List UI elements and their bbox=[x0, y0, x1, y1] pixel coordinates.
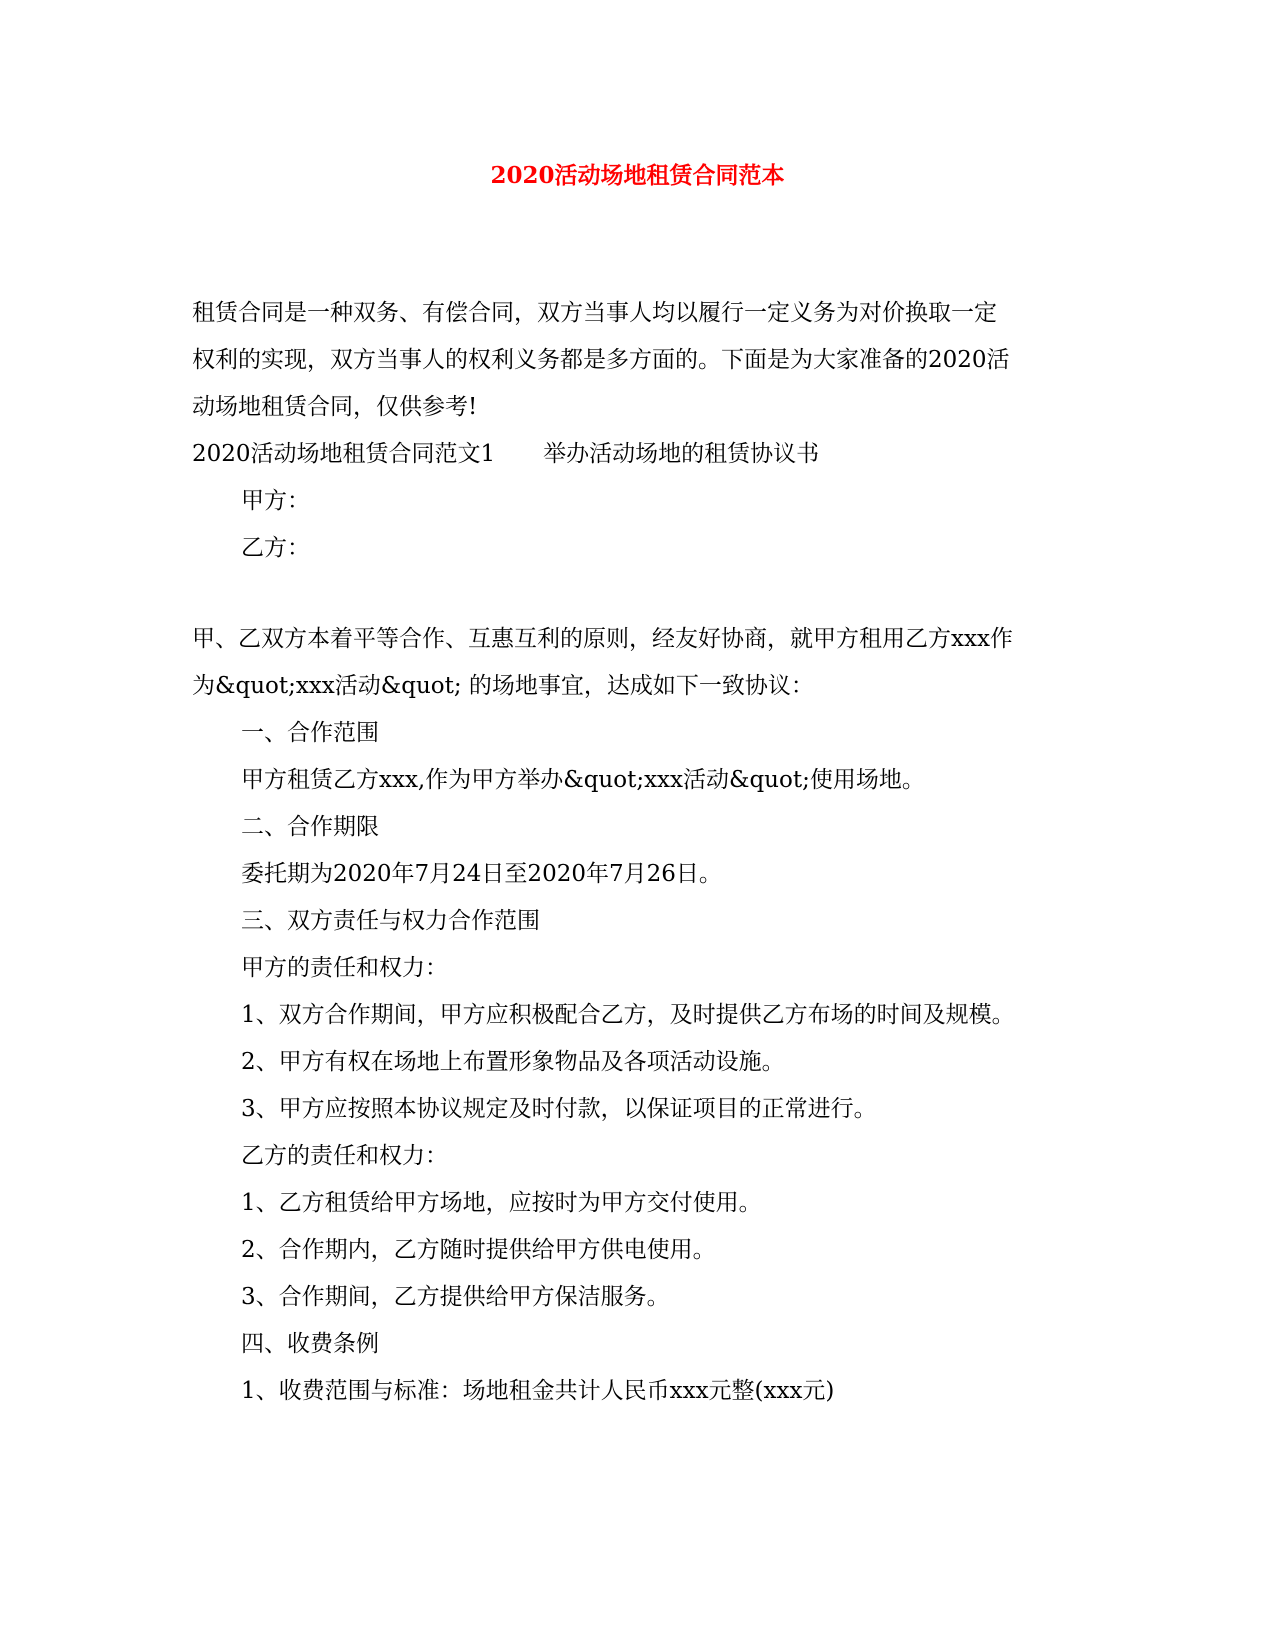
contract-heading bbox=[192, 439, 819, 469]
clause-text: 委托期为2020年7月24日至2020年7月26日。 bbox=[241, 861, 722, 887]
intro-line-2: 权利的实现，双方当事人的权利义务都是多方面的。下面是为大家准备的2020活 bbox=[192, 347, 1010, 373]
clause-text: 甲方租赁乙方xxx,作为甲方举办&quot;xxx活动&quot;使用场地。 bbox=[241, 767, 925, 793]
contract-heading-right: 举办活动场地的租赁协议书 bbox=[543, 441, 820, 467]
intro-line-3: 动场地租赁合同，仅供参考! bbox=[192, 394, 478, 420]
section-heading: 三、双方责任与权力合作范围 bbox=[241, 908, 540, 934]
clause-item: 1、收费范围与标准：场地租金共计人民币xxx元整(xxx元) bbox=[241, 1378, 835, 1404]
party-b-label: 乙方： bbox=[241, 535, 310, 561]
intro-line-1: 租赁合同是一种双务、有偿合同，双方当事人均以履行一定义务为对价换取一定 bbox=[192, 300, 997, 326]
party-a-label: 甲方： bbox=[241, 488, 310, 514]
subsection-heading: 乙方的责任和权力： bbox=[241, 1143, 448, 1169]
preamble-line-2: 为&quot;xxx活动&quot; 的场地事宜，达成如下一致协议： bbox=[192, 673, 814, 699]
clause-item: 1、乙方租赁给甲方场地，应按时为甲方交付使用。 bbox=[241, 1190, 762, 1216]
clause-item: 1、双方合作期间，甲方应积极配合乙方，及时提供乙方布场的时间及规模。 bbox=[241, 1002, 1015, 1028]
clause-item: 3、甲方应按照本协议规定及时付款，以保证项目的正常进行。 bbox=[241, 1096, 877, 1122]
section-heading: 一、合作范围 bbox=[241, 720, 379, 746]
section-heading: 四、收费条例 bbox=[241, 1331, 379, 1357]
clause-item: 2、合作期内，乙方随时提供给甲方供电使用。 bbox=[241, 1237, 716, 1263]
clause-item: 3、合作期间，乙方提供给甲方保洁服务。 bbox=[241, 1284, 670, 1310]
contract-heading-left: 2020活动场地租赁合同范文1 bbox=[192, 441, 496, 467]
document-title: 2020活动场地租赁合同范本 bbox=[490, 162, 785, 189]
subsection-heading: 甲方的责任和权力： bbox=[241, 955, 448, 981]
clause-item: 2、甲方有权在场地上布置形象物品及各项活动设施。 bbox=[241, 1049, 785, 1075]
preamble-line-1: 甲、乙双方本着平等合作、互惠互利的原则，经友好协商，就甲方租用乙方xxx作 bbox=[192, 626, 1013, 652]
section-heading: 二、合作期限 bbox=[241, 814, 379, 840]
